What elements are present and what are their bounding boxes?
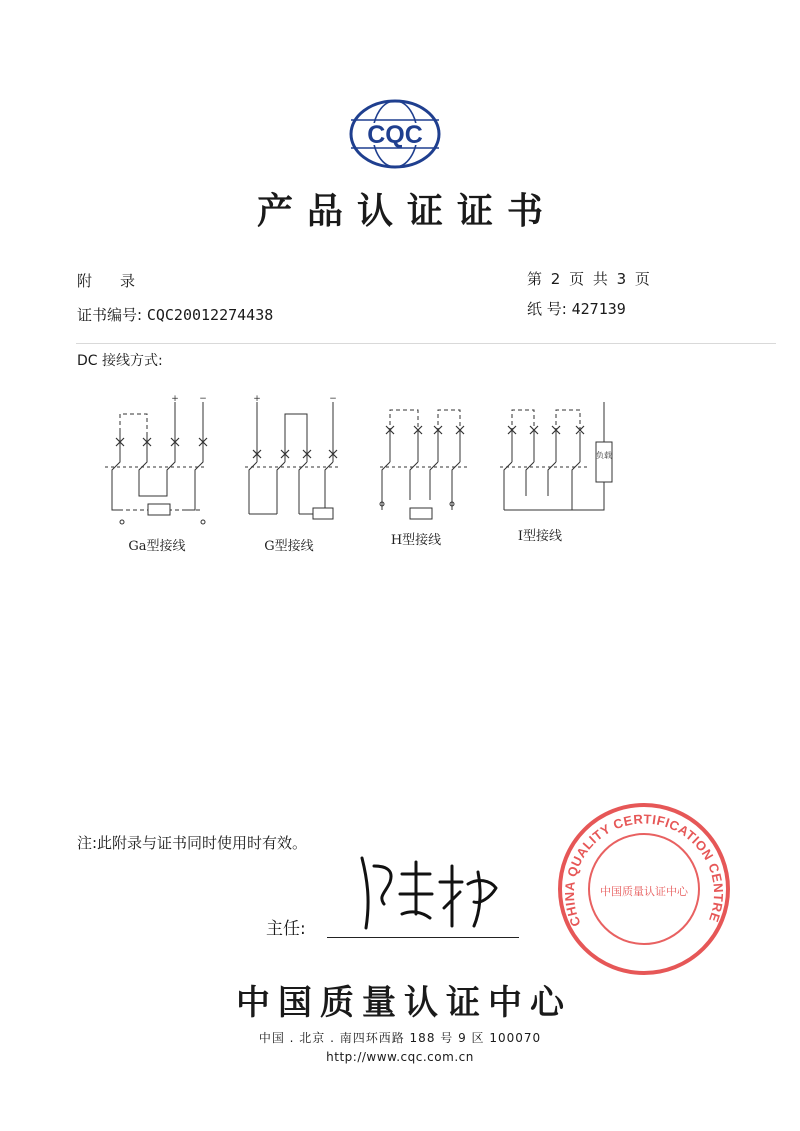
paper-number-value: 427139 [571, 300, 626, 318]
diagram-ga-label: Ga型接线 [128, 539, 186, 552]
page-indicator: 第 2 页 共 3 页 [527, 270, 652, 288]
diagram-i-label: I型接线 [517, 529, 563, 544]
certificate-title: 产品认证证书 [256, 191, 557, 232]
wiring-heading: DC 接线方式: [77, 353, 163, 369]
svg-text:−: − [329, 394, 337, 404]
svg-text:+: + [253, 394, 261, 404]
signature-line [327, 937, 519, 938]
organization-address: 中国 . 北京 . 南四环西路 188 号 9 区 100070 [258, 1031, 542, 1045]
diagram-ga [105, 394, 207, 552]
certificate-number-label: 证书编号: [77, 306, 143, 324]
director-label: 主任: [266, 919, 306, 939]
organization-name: 中国质量认证中心 [236, 983, 572, 1023]
certification-seal [555, 800, 733, 978]
diagram-i [500, 402, 612, 544]
seal-inner-text: 中国质量认证中心 [600, 885, 688, 898]
wiring-diagrams [95, 392, 635, 552]
paper-number [527, 298, 626, 319]
diagram-h-label: H型接线 [390, 533, 442, 548]
cqc-logo [345, 98, 445, 170]
seal-outer-text: CHINA QUALITY CERTIFICATION CENTRE [561, 811, 727, 929]
appendix-label: 附录 [77, 272, 164, 290]
svg-text:−: − [199, 394, 207, 404]
diagram-h [380, 410, 470, 548]
director-signature [340, 852, 510, 932]
validity-note: 注:此附录与证书同时使用时有效。 [77, 834, 308, 852]
diagram-g-label: G型接线 [264, 539, 314, 552]
logo-text: CQC [367, 121, 423, 149]
certificate-number [77, 304, 273, 325]
paper-number-label: 纸 号: [527, 300, 567, 318]
certificate-number-value: CQC20012274438 [146, 306, 274, 324]
svg-text:+: + [171, 394, 179, 404]
organization-website: http://www.cqc.com.cn [326, 1050, 474, 1064]
header-divider [76, 343, 776, 344]
diagram-g [245, 394, 340, 552]
load-label: 负载 [596, 451, 612, 460]
